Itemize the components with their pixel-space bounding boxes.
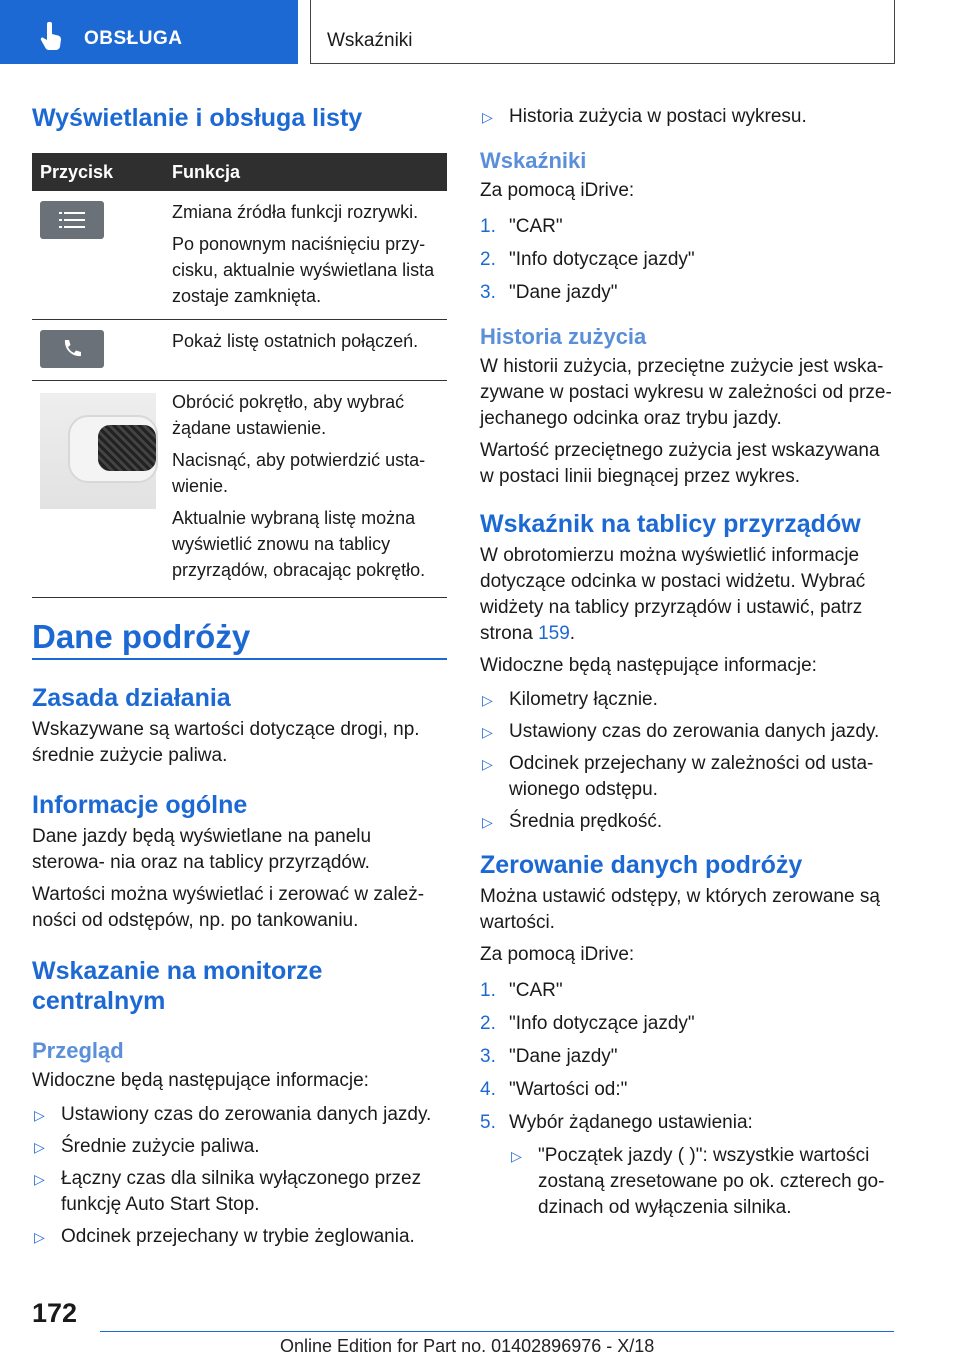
list-item: 1. "CAR": [480, 216, 563, 237]
list-item: ▷ Ustawiony czas do zerowania danych jazdy.: [32, 1102, 447, 1128]
subsection-heading: Przegląd: [32, 1038, 124, 1063]
list-item: ▷ Odcinek przejechany w zależności od usta- wionego odstępu.: [482, 753, 874, 800]
list-item: 1. "CAR": [480, 980, 563, 1001]
section-heading-line: Wskazanie na monitorze: [32, 957, 323, 985]
list-item: ▷ Ustawiony czas do zerowania danych jazdy.: [480, 719, 895, 745]
list-item: 2. "Info dotyczące jazdy": [480, 249, 695, 270]
table-cell-text: Nacisnąć, aby potwierdzić usta- wienie.: [172, 450, 426, 496]
page-link[interactable]: 159: [538, 623, 570, 644]
chapter-header: [310, 0, 895, 64]
sub-list: [509, 1143, 895, 1221]
chapter-heading: Dane podróży: [32, 618, 251, 655]
table-header-row: [32, 153, 447, 191]
list-item: ▷ Odcinek przejechany w trybie żeglowania.: [32, 1224, 447, 1250]
paragraph: Dane jazdy będą wyświetlane na panelu sterowa- nia oraz na tablicy przyrządów.: [32, 826, 372, 873]
controller-knob-image: [40, 393, 156, 509]
section-heading: Informacje ogólne: [32, 791, 248, 819]
list-item: 5. Wybór żądanego ustawienia:: [480, 1112, 753, 1133]
hand-pointer-icon: [38, 22, 64, 50]
table-cell-text: Pokaż listę ostatnich połączeń.: [172, 331, 419, 351]
table-row: [32, 381, 447, 598]
section-heading-line: centralnym: [32, 987, 166, 1015]
table-cell-text: Obrócić pokrętło, aby wybrać żądane ustawienie.: [172, 392, 405, 438]
paragraph: Wartość przeciętnego zużycia jest wskazywana w postaci linii biegnącej przez wykres.: [480, 440, 880, 487]
function-table: [32, 153, 447, 598]
paragraph: W historii zużycia, przeciętne zużycie jest wska- zywane w postaci wykresu w zależności od prze- jechanego odcinka oraz trybu jazdy.: [480, 356, 892, 429]
list-item: ▷ Łączny czas dla silnika wyłączonego przez funkcję Auto Start Stop.: [34, 1168, 422, 1215]
info-list: [32, 1102, 447, 1250]
list-item: ▷ Średnia prędkość.: [480, 809, 895, 835]
paragraph: Za pomocą iDrive:: [480, 944, 635, 965]
table-cell-text: Zmiana źródła funkcji rozrywki.: [172, 202, 419, 222]
steps-list: [480, 978, 895, 1136]
triangle-bullet-icon: ▷: [482, 692, 493, 708]
edition-note: Online Edition for Part no. 01402896976 - X/18: [280, 1336, 655, 1356]
table-header-function: Funkcja: [164, 153, 447, 191]
phone-button-icon: [40, 330, 104, 368]
section-heading: Wskaźnik na tablicy przyrządów: [480, 510, 861, 538]
table-header-button: Przycisk: [32, 153, 164, 191]
right-content: [480, 104, 895, 1227]
section-tab-label: OBSŁUGA: [84, 28, 183, 49]
footer-rule: [100, 1331, 894, 1332]
chapter-title: Wskaźniki: [327, 30, 413, 51]
table-row: [32, 320, 447, 381]
history-list: [480, 104, 895, 130]
info-list: [480, 687, 895, 835]
paragraph: Można ustawić odstępy, w których zerowane są wartości.: [480, 886, 880, 933]
paragraph: Widoczne będą następujące informacje:: [480, 655, 817, 676]
list-item: ▷ Kilometry łącznie.: [480, 687, 895, 713]
paragraph: Wartości można wyświetlać i zerować w zależ- ności od odstępów, np. po tankowaniu.: [32, 884, 425, 931]
list-item: 3. "Dane jazdy": [480, 1046, 618, 1067]
triangle-bullet-icon: ▷: [482, 756, 493, 772]
list-section-title: Wyświetlanie i obsługa listy: [32, 104, 363, 132]
section-heading: Zasada działania: [32, 684, 231, 712]
triangle-bullet-icon: ▷: [34, 1139, 45, 1155]
steps-list: [480, 214, 895, 306]
list-item: ▷ Historia zużycia w postaci wykresu.: [480, 104, 895, 130]
list-item: 2. "Info dotyczące jazdy": [480, 1013, 695, 1034]
left-content: [32, 684, 447, 1256]
subsection-heading: Wskaźniki: [480, 148, 587, 173]
triangle-bullet-icon: ▷: [34, 1229, 45, 1245]
list-item: ▷ Średnie zużycie paliwa.: [32, 1134, 447, 1160]
table-cell-text: Aktualnie wybraną listę można wyświetlić znowu na tablicy przyrządów, obracając pokrętło.: [172, 508, 426, 580]
list-item: 3. "Dane jazdy": [480, 282, 618, 303]
triangle-bullet-icon: ▷: [482, 109, 493, 125]
paragraph: Wskazywane są wartości dotyczące drogi, np. średnie zużycie paliwa.: [32, 719, 420, 766]
list-item: 4. "Wartości od:": [480, 1079, 628, 1100]
triangle-bullet-icon: ▷: [34, 1107, 45, 1123]
subsection-heading: Historia zużycia: [480, 324, 647, 349]
page-number: 172: [32, 1298, 78, 1328]
chapter-rule: [32, 658, 447, 660]
paragraph: Widoczne będą następujące informacje:: [32, 1070, 369, 1091]
paragraph: Za pomocą iDrive:: [480, 180, 635, 201]
table-cell-text: Po ponownym naciśnięciu przy- cisku, aktualnie wyświetlana lista zostaje zamknięta.: [172, 234, 435, 306]
list-item: ▷ "Początek jazdy ( )": wszystkie wartości zostaną zresetowane po ok. czterech go- dzinach od wyłączenia silnika.: [511, 1145, 885, 1218]
section-heading: [32, 956, 447, 1016]
triangle-bullet-icon: ▷: [482, 814, 493, 830]
triangle-bullet-icon: ▷: [34, 1171, 45, 1187]
section-heading: Zerowanie danych podróży: [480, 851, 803, 879]
list-button-icon: [40, 201, 104, 239]
triangle-bullet-icon: ▷: [511, 1148, 522, 1164]
section-tab[interactable]: [0, 0, 298, 64]
paragraph: W obrotomierzu można wyświetlić informacje dotyczące odcinka w postaci widżetu. Wybrać widżety na tablicy przyrządów i ustawić, patrz strona 159.: [480, 545, 866, 644]
table-row: [32, 191, 447, 320]
triangle-bullet-icon: ▷: [482, 724, 493, 740]
